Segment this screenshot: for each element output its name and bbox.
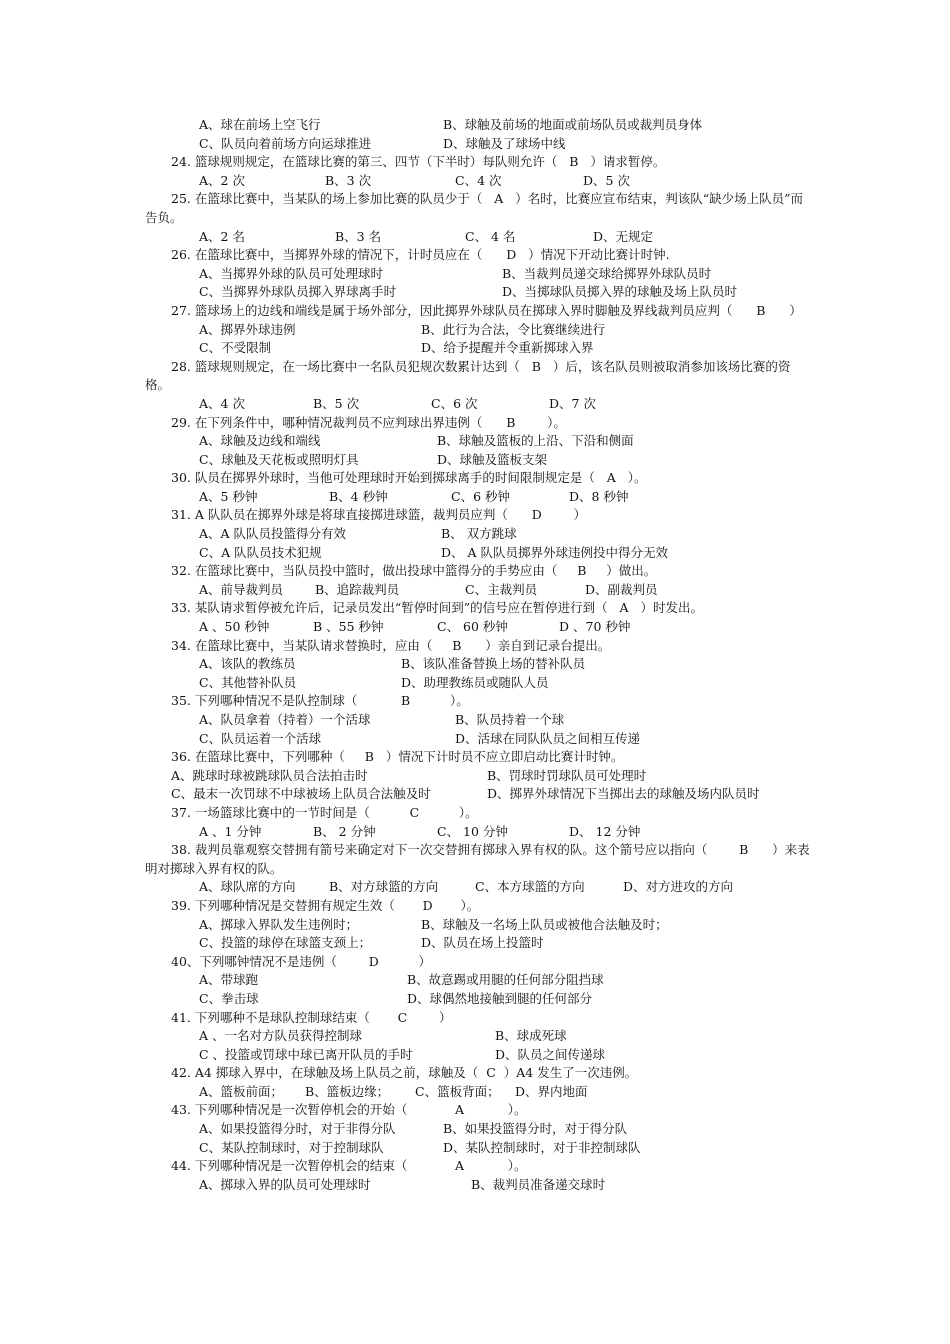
options-row bbox=[145, 655, 810, 674]
question-list bbox=[145, 116, 810, 1194]
question-text: 38. 裁判员靠观察交替拥有箭号来确定对下一次交替拥有掷球入界有权的队。这个箭号应以指向（ B ）来表明对掷球入界有权的队。 bbox=[145, 842, 810, 876]
option-text: C、某队控制球时，对于控制球队 bbox=[199, 1139, 384, 1155]
question-text: 26. 在篮球比赛中，当掷界外球的情况下，计时员应在（ D ）情况下开动比赛计时钟. bbox=[171, 247, 670, 263]
options-row bbox=[145, 321, 810, 340]
option-text: B 、55 秒钟 bbox=[313, 619, 384, 635]
options-row bbox=[145, 971, 810, 990]
option-text: D、球触及了球场中线 bbox=[443, 135, 566, 151]
option-text: D、对方进攻的方向 bbox=[623, 879, 734, 895]
option-text: A、球触及边线和端线 bbox=[199, 433, 321, 449]
question-text: 33. 某队请求暂停被允许后，记录员发出“暂停时间到”的信号应在暂停进行到（ A ）时发出。 bbox=[171, 600, 704, 616]
options-row bbox=[145, 265, 810, 284]
option-text: C、 4 名 bbox=[465, 228, 516, 244]
option-text: D、掷界外球情况下当掷出去的球触及场内队员时 bbox=[487, 786, 760, 802]
option-text: A 、1 分钟 bbox=[199, 823, 262, 839]
option-text: C、其他替补队员 bbox=[199, 674, 297, 690]
option-text: D、球偶然地接触到腿的任何部分 bbox=[407, 990, 593, 1006]
question-text: 24. 篮球规则规定，在篮球比赛的第三、四节（下半时）每队则允许（ B ）请求暂停。 bbox=[171, 154, 666, 170]
option-text: D、队员之间传递球 bbox=[495, 1046, 606, 1062]
question-text: 27. 篮球场上的边线和端线是属于场外部分，因此掷界外球队员在掷球入界时脚触及界线裁判员应判（ B ） bbox=[171, 302, 802, 318]
question-text: 40、下列哪钟情况不是违例（ D ） bbox=[171, 953, 431, 969]
option-text: C、当掷界外球队员掷入界球离手时 bbox=[199, 284, 397, 300]
option-text: D、 A 队队员掷界外球违例投中得分无效 bbox=[441, 544, 668, 560]
question-text: 36. 在篮球比赛中，下列哪种（ B ）情况下计时员不应立即启动比赛计时钟。 bbox=[171, 749, 624, 765]
option-text: A、篮板前面； bbox=[199, 1083, 284, 1099]
question-text: 41. 下列哪种不是球队控制球结束（ C ） bbox=[171, 1009, 452, 1025]
options-row bbox=[145, 823, 810, 842]
option-text: B、对方球篮的方向 bbox=[329, 879, 439, 895]
option-text: C、 60 秒钟 bbox=[437, 619, 508, 635]
options-row bbox=[145, 283, 810, 302]
options-row bbox=[145, 990, 810, 1009]
options-row bbox=[145, 339, 810, 358]
option-text: D、助理教练员或随队人员 bbox=[401, 674, 549, 690]
options-row bbox=[145, 916, 810, 935]
options-row bbox=[145, 228, 810, 247]
question-text: 31. A 队队员在掷界外球是将球直接掷进球篮，裁判员应判（ D ） bbox=[171, 507, 587, 523]
option-text: C、最末一次罚球不中球被场上队员合法触及时 bbox=[171, 786, 431, 802]
option-text: C、6 次 bbox=[431, 395, 478, 411]
option-text: D、8 秒钟 bbox=[569, 488, 629, 504]
option-text: D、给予提醒并令重新掷球入界 bbox=[421, 340, 594, 356]
options-row bbox=[145, 1027, 810, 1046]
option-text: A、A 队队员投篮得分有效 bbox=[199, 526, 347, 542]
option-text: C、主裁判员 bbox=[465, 581, 538, 597]
option-text: C、6 秒钟 bbox=[451, 488, 510, 504]
option-text: D、活球在同队队员之间相互传递 bbox=[455, 730, 641, 746]
options-row bbox=[145, 1083, 810, 1102]
question-text: 44. 下列哪种情况是一次暂停机会的结束（ A ）。 bbox=[171, 1158, 527, 1174]
option-text: A、该队的教练员 bbox=[199, 656, 296, 672]
option-text: B、球触及前场的地面或前场队员或裁判员身体 bbox=[443, 117, 703, 132]
options-row bbox=[145, 730, 810, 749]
option-text: C、A 队队员技术犯规 bbox=[199, 544, 322, 560]
option-text: B、3 次 bbox=[325, 172, 372, 188]
option-text: A、当掷界外球的队员可处理球时 bbox=[199, 265, 384, 281]
option-text: B、5 次 bbox=[313, 395, 360, 411]
option-text: B、故意踢或用腿的任何部分阻挡球 bbox=[407, 972, 604, 988]
question-text: 30. 队员在掷界外球时，当他可处理球时开始到掷球离手的时间限制规定是（ A ）。 bbox=[171, 470, 647, 486]
question-text: 25. 在篮球比赛中，当某队的场上参加比赛的队员少于（ A ）名时，比赛应宣布结束，判该队“缺少场上队员”而告负。 bbox=[145, 191, 804, 225]
option-text: A、前导裁判员 bbox=[199, 581, 284, 597]
option-text: B、追踪裁判员 bbox=[315, 581, 400, 597]
option-text: D、副裁判员 bbox=[585, 581, 658, 597]
option-text: A 、一名对方队员获得控制球 bbox=[199, 1028, 363, 1044]
option-text: A、掷界外球违例 bbox=[199, 321, 296, 337]
option-text: A、球队席的方向 bbox=[199, 879, 296, 895]
option-text: D、无规定 bbox=[593, 228, 654, 244]
option-text: A、2 名 bbox=[199, 228, 245, 244]
options-row bbox=[145, 135, 810, 154]
option-text: A、球在前场上空飞行 bbox=[199, 117, 321, 132]
options-row bbox=[145, 618, 810, 637]
question-text: 29. 在下列条件中，哪种情况裁判员不应判球出界违例（ B ）。 bbox=[171, 414, 566, 430]
options-row bbox=[145, 1120, 810, 1139]
option-text: B、队员持着一个球 bbox=[455, 712, 565, 727]
question-text: 35. 下列哪种情况不是队控制球（ B ）。 bbox=[171, 693, 469, 709]
option-text: B、球触及一名场上队员或被他合法触及时； bbox=[421, 916, 668, 932]
options-row bbox=[145, 544, 810, 563]
question-text: 39. 下列哪种情况是交替拥有规定生效（ D ）。 bbox=[171, 897, 480, 913]
option-text: A、如果投篮得分时，对于非得分队 bbox=[199, 1121, 396, 1137]
option-text: D 、70 秒钟 bbox=[559, 619, 631, 635]
options-row bbox=[145, 116, 810, 135]
option-text: B、4 秒钟 bbox=[329, 488, 388, 504]
option-text: D、5 次 bbox=[583, 172, 630, 188]
options-row bbox=[145, 1176, 810, 1195]
option-text: D、某队控制球时，对于非控制球队 bbox=[443, 1139, 641, 1155]
option-text: D、当掷球队员掷入界的球触及场上队员时 bbox=[502, 284, 738, 300]
option-text: C、4 次 bbox=[455, 172, 502, 188]
options-row bbox=[145, 711, 810, 730]
option-text: C、队员向着前场方向运球推进 bbox=[199, 135, 372, 151]
options-row bbox=[145, 878, 810, 897]
options-row bbox=[145, 395, 810, 414]
option-text: C 、投篮或罚球中球已离开队员的手时 bbox=[199, 1046, 413, 1062]
option-text: A、掷球入界队发生违例时； bbox=[199, 916, 359, 932]
options-row bbox=[145, 525, 810, 544]
options-row bbox=[145, 767, 810, 786]
option-text: A、带球跑 bbox=[199, 972, 259, 988]
option-text: B、3 名 bbox=[335, 228, 382, 244]
option-text: D、队员在场上投篮时 bbox=[421, 935, 544, 951]
options-row bbox=[145, 488, 810, 507]
option-text: A、5 秒钟 bbox=[199, 488, 258, 504]
options-row bbox=[145, 172, 810, 191]
option-text: A、掷球入界的队员可处理球时 bbox=[199, 1176, 371, 1192]
option-text: C、本方球篮的方向 bbox=[475, 879, 585, 895]
option-text: A、4 次 bbox=[199, 395, 245, 411]
option-text: D、7 次 bbox=[549, 395, 596, 411]
question-text: 34. 在篮球比赛中，当某队请求替换时，应由（ B ）亲自到记录台提出。 bbox=[171, 637, 611, 653]
option-text: B、球成死球 bbox=[495, 1028, 567, 1044]
option-text: C、球触及天花板或照明灯具 bbox=[199, 451, 359, 467]
option-text: B、当裁判员递交球给掷界外球队员时 bbox=[502, 265, 712, 281]
question-text: 32. 在篮球比赛中，当队员投中篮时，做出投球中篮得分的手势应由（ B ）做出。 bbox=[171, 563, 657, 579]
option-text: A、跳球时球被跳球队员合法拍击时 bbox=[171, 767, 368, 783]
question-text: 42. A4 掷球入界中，在球触及场上队员之前，球触及（ C ）A4 发生了一次违例。 bbox=[171, 1065, 638, 1081]
option-text: A 、50 秒钟 bbox=[199, 619, 270, 635]
options-row bbox=[145, 432, 810, 451]
option-text: C、拳击球 bbox=[199, 990, 259, 1006]
option-text: C、不受限制 bbox=[199, 340, 272, 356]
option-text: A、2 次 bbox=[199, 172, 245, 188]
option-text: D、界内地面 bbox=[515, 1083, 588, 1099]
option-text: D、球触及篮板支架 bbox=[437, 451, 548, 467]
option-text: B、球触及篮板的上沿、下沿和侧面 bbox=[437, 433, 634, 449]
option-text: B、如果投篮得分时，对于得分队 bbox=[443, 1121, 628, 1137]
options-row bbox=[145, 934, 810, 953]
option-text: B、该队准备替换上场的替补队员 bbox=[401, 656, 586, 672]
option-text: C、篮板背面； bbox=[415, 1083, 500, 1099]
question-text: 43. 下列哪种情况是一次暂停机会的开始（ A ）。 bbox=[171, 1102, 527, 1118]
option-text: C、投篮的球停在球篮支颈上； bbox=[199, 935, 372, 951]
options-row bbox=[145, 581, 810, 600]
options-row bbox=[145, 451, 810, 470]
options-row bbox=[145, 1046, 810, 1065]
question-text: 28. 篮球规则规定，在一场比赛中一名队员犯规次数累计达到（ B ）后，该名队员则被取消参加该场比赛的资格。 bbox=[145, 358, 791, 393]
options-row bbox=[145, 785, 810, 804]
option-text: A、队员拿着（持着）一个活球 bbox=[199, 712, 371, 727]
option-text: D、 12 分钟 bbox=[569, 823, 641, 839]
option-text: B、篮板边缘； bbox=[305, 1083, 390, 1099]
option-text: B、 双方跳球 bbox=[441, 526, 517, 542]
options-row bbox=[145, 674, 810, 693]
option-text: B、 2 分钟 bbox=[313, 823, 376, 839]
option-text: B、裁判员准备递交球时 bbox=[471, 1176, 606, 1192]
options-row bbox=[145, 1139, 810, 1158]
option-text: C、队员运着一个活球 bbox=[199, 730, 322, 746]
option-text: C、 10 分钟 bbox=[437, 823, 508, 839]
question-text: 37. 一场篮球比赛中的一节时间是（ C ）。 bbox=[171, 804, 478, 820]
option-text: B、罚球时罚球队员可处理时 bbox=[487, 767, 647, 783]
option-text: B、此行为合法，令比赛继续进行 bbox=[421, 321, 606, 337]
